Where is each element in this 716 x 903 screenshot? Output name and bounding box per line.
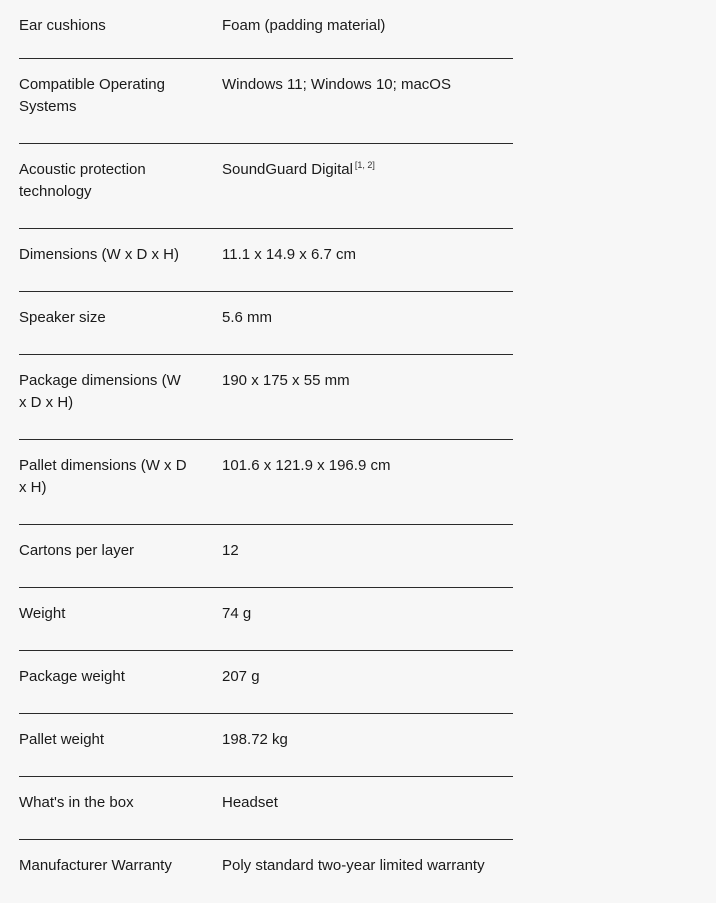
spec-row-pallet-weight: [19, 714, 513, 777]
spec-value: Windows 11; Windows 10; macOS: [222, 76, 451, 93]
spec-row-compatible-os: [19, 59, 513, 144]
spec-label: Cartons per layer: [19, 542, 135, 559]
spec-value: 190 x 175 x 55 mm: [222, 372, 350, 389]
spec-value: 5.6 mm: [222, 309, 273, 326]
spec-value: 207 g: [222, 668, 260, 685]
spec-label: Weight: [19, 605, 66, 622]
spec-label: Pallet dimensions (W x D x H): [19, 457, 187, 496]
spec-label: Acoustic protection technology: [19, 161, 146, 200]
spec-row-dimensions: [19, 229, 513, 292]
spec-value: 12: [222, 542, 239, 559]
spec-row-speaker-size: [19, 292, 513, 355]
spec-row-weight: [19, 588, 513, 651]
spec-row-whats-in-the-box: [19, 777, 513, 840]
spec-value: Poly standard two-year limited warranty: [222, 857, 485, 874]
spec-value: [222, 144, 513, 228]
spec-row-manufacturer-warranty: [19, 840, 513, 903]
spec-label: Manufacturer Warranty: [19, 857, 172, 874]
spec-label: Package dimensions (W x D x H): [19, 372, 181, 411]
footnote-reference[interactable]: [1, 2]: [354, 160, 375, 170]
spec-row-pallet-dimensions: [19, 440, 513, 525]
spec-value: 74 g: [222, 605, 252, 622]
spec-label: Compatible Operating Systems: [19, 76, 165, 115]
spec-value: 198.72 kg: [222, 731, 288, 748]
spec-row-cartons-per-layer: [19, 525, 513, 588]
spec-row-ear-cushions: [19, 0, 513, 59]
spec-value: Headset: [222, 794, 278, 811]
spec-row-acoustic-protection: [19, 144, 513, 229]
spec-row-package-dimensions: [19, 355, 513, 440]
spec-value-text: SoundGuard Digital: [222, 161, 353, 178]
spec-value: Foam (padding material): [222, 17, 386, 34]
spec-label: What's in the box: [19, 794, 134, 811]
spec-label: Package weight: [19, 668, 125, 685]
spec-label: Speaker size: [19, 309, 106, 326]
spec-label: Pallet weight: [19, 731, 105, 748]
spec-value: 11.1 x 14.9 x 6.7 cm: [222, 246, 356, 263]
spec-label: Ear cushions: [19, 17, 106, 34]
spec-label: Dimensions (W x D x H): [19, 246, 180, 263]
spec-value: 101.6 x 121.9 x 196.9 cm: [222, 457, 391, 474]
spec-row-package-weight: [19, 651, 513, 714]
specifications-table: [19, 0, 513, 903]
